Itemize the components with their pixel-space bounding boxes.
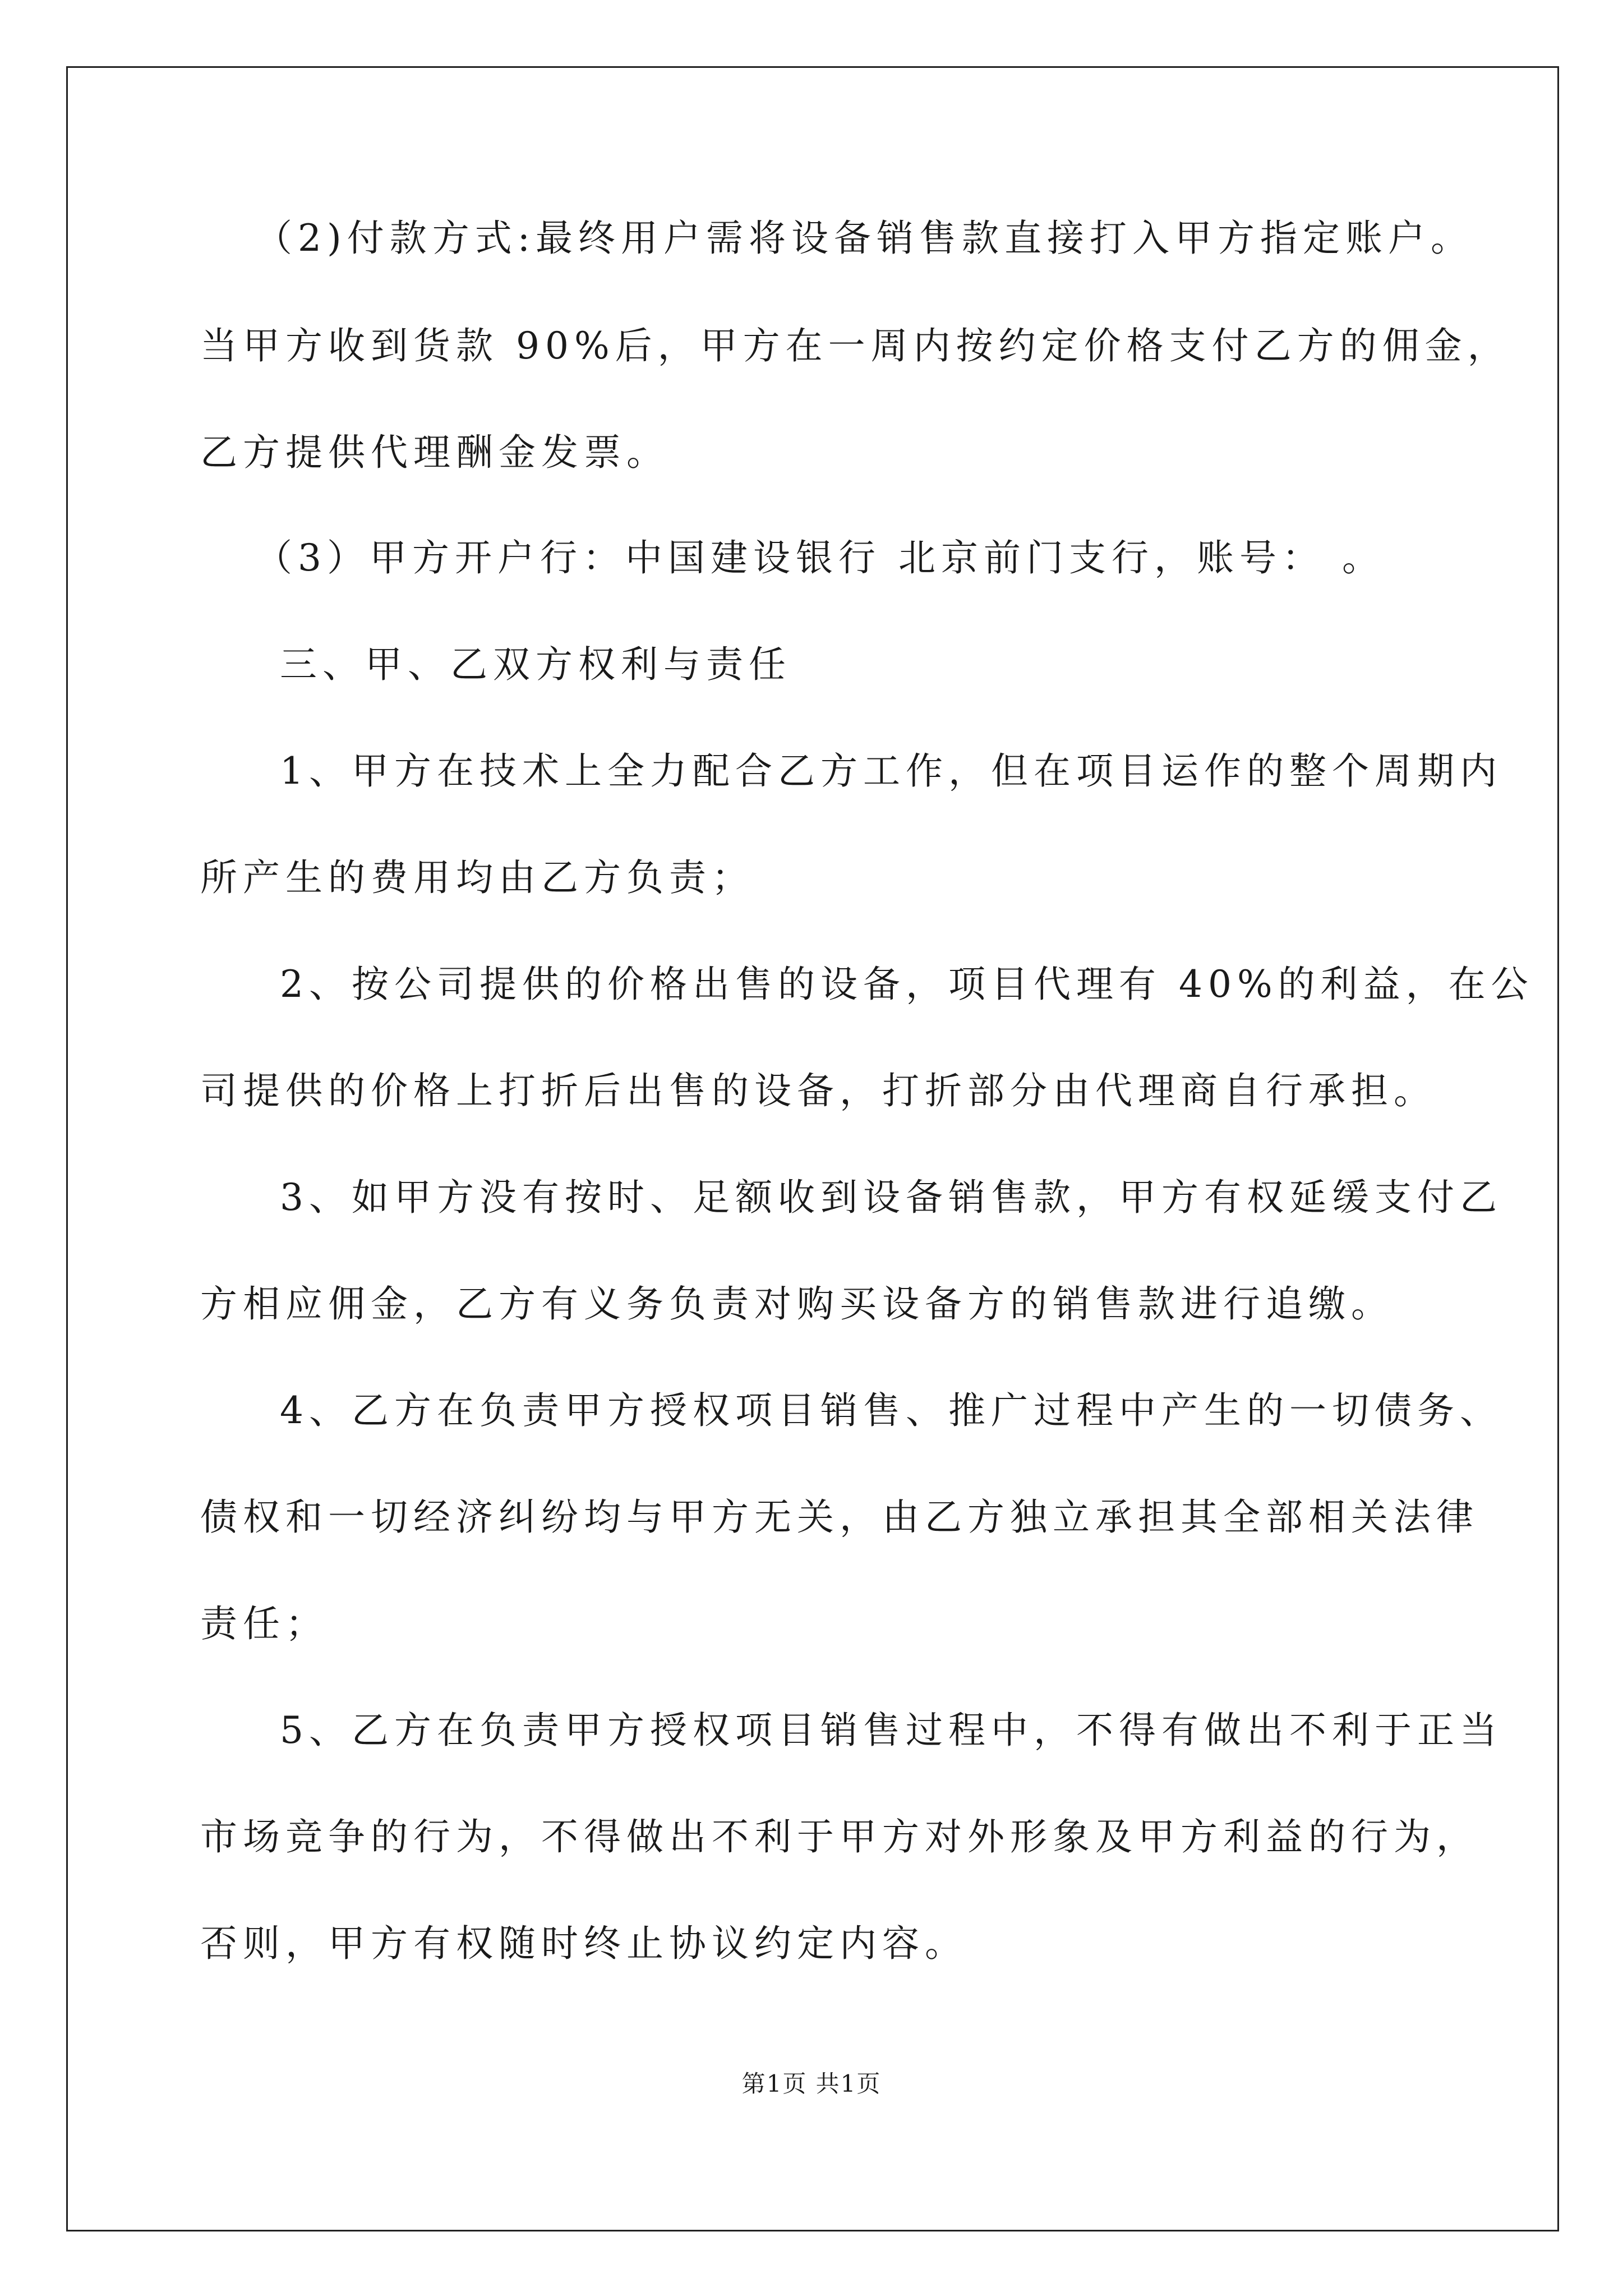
paragraph-line: 所产生的费用均由乙方负责； [200,856,754,899]
paragraph-line: 方相应佣金，乙方有义务负责对购买设备方的销售款进行追缴。 [200,1282,1394,1326]
paragraph-line: （3）甲方开户行：中国建设银行 北京前门支行，账号： 。 [255,536,1385,579]
paragraph-line: 责任； [200,1602,328,1645]
paragraph-line: 5、乙方在负责甲方授权项目销售过程中，不得有做出不利于正当 [280,1709,1502,1752]
paragraph-line: 否则，甲方有权随时终止协议约定内容。 [200,1922,967,1965]
paragraph-line: 市场竞争的行为，不得做出不利于甲方对外形象及甲方利益的行为， [200,1815,1479,1858]
paragraph-line: （2)付款方式:最终用户需将设备销售款直接打入甲方指定账户。 [255,217,1473,260]
paragraph-line: 司提供的价格上打折后出售的设备，打折部分由代理商自行承担。 [200,1069,1436,1112]
paragraph-line: 债权和一切经济纠纷均与甲方无关，由乙方独立承担其全部相关法律 [200,1496,1479,1539]
paragraph-line: 1、甲方在技术上全力配合乙方工作，但在项目运作的整个周期内 [280,749,1502,793]
page-border [66,66,1559,2231]
section-heading: 三、甲、乙双方权利与责任 [280,643,791,686]
paragraph-line: 4、乙方在负责甲方授权项目销售、推广过程中产生的一切债务、 [280,1389,1502,1432]
paragraph-line: 当甲方收到货款 90%后，甲方在一周内按约定价格支付乙方的佣金， [200,324,1510,367]
paragraph-line: 乙方提供代理酬金发票。 [200,431,669,474]
paragraph-line: 3、如甲方没有按时、足额收到设备销售款，甲方有权延缓支付乙 [280,1176,1502,1219]
page-number-footer: 第1页 共1页 [741,2070,882,2097]
paragraph-line: 2、按公司提供的价格出售的设备，项目代理有 40%的利益，在公 [280,963,1534,1006]
